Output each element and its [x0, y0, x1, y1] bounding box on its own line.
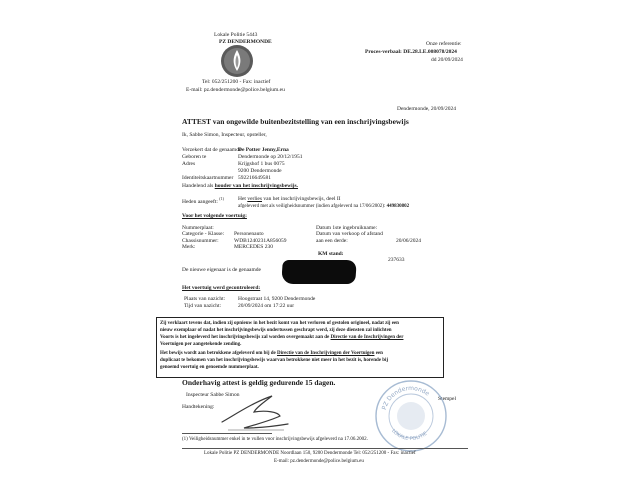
notice-line-4: Voertuigen per aangetekende zending.	[160, 342, 242, 347]
notice-box	[156, 317, 444, 378]
proces-verbaal: Proces-verbaal: DE.28.LE.008078/2024	[365, 49, 457, 55]
footer-email: E-mail: pz.dendermonde@police.belgium.eu	[274, 459, 364, 464]
inspection-place-label: Plaats van nazicht:	[184, 296, 226, 302]
inspection-time-label: Tijd van nazicht:	[184, 303, 222, 309]
zone-name: Lokale Politie 5443	[214, 32, 258, 38]
document-page	[156, 0, 485, 480]
scan-margin-left	[0, 0, 156, 480]
km-label: KM stand:	[318, 251, 344, 257]
category-label: Categorie - Klasse:	[182, 231, 225, 237]
inspection-place-value: Hoogstraat 14, 9200 Dendermonde	[238, 296, 316, 302]
inspection-time-value: 20/09/2024 om 17:22 uur	[238, 303, 295, 309]
footer-address: Lokale Politie PZ DENDERMONDE Noordlaan 150, 9200 Dendermonde Tel: 052/251200 - Fax: inactief	[204, 451, 416, 456]
header-email: E-mail: pz.dendermonde@police.belgium.eu	[186, 87, 285, 93]
notice-line-3: Voorts is het ingeleverd het inschrijvingsbewijs zal worden overgemaakt aan de Directie van de Inschrijvingen der	[160, 335, 404, 340]
validity-line: Onderhavig attest is geldig gedurende 15 dagen.	[182, 378, 336, 387]
inspection-heading: Het voertuig werd gecontroleerd:	[182, 285, 261, 291]
notice-line-6: duplicaat te bekomen van het inschrijvingsbewijs waarvan betrokkene niet meer in het bezit is, horende bij	[160, 358, 389, 363]
declarant-name: De Potter Jenny,Erna	[238, 147, 289, 153]
police-stamp	[373, 378, 449, 454]
police-logo-icon	[220, 44, 254, 78]
footnote: (1) Veiligheidsnummer enkel in te vullen voor inschrijvingsbewijs afgeleverd na 17.06.2002.	[182, 437, 368, 442]
new-owner-label: De nieuwe eigenaar is de genaamde	[182, 267, 261, 273]
stamp-label: Stempel	[438, 396, 457, 402]
birth-label: Geboren te	[182, 154, 207, 160]
plate-label: Nummerplaat:	[182, 225, 214, 231]
chassis-label: Chassisnummer:	[182, 238, 219, 244]
inspector-name: Inspecteur Sabbe Simon	[186, 392, 240, 398]
id-value: 592216649581	[238, 175, 271, 181]
address-city: 9200 Dendermonde	[238, 168, 282, 174]
holder-line: Handelend als houder van het inschrijvingsbewijs.	[182, 183, 299, 189]
sale-date: 20/06/2024	[396, 238, 422, 244]
reason-line-1: Het verlies van het inschrijvingsbewijs, deel II	[238, 196, 341, 202]
intro-line: Ik, Sabbe Simon, Inspecteur, opsteller,	[182, 132, 267, 138]
address-label: Adres	[182, 161, 196, 167]
vehicle-heading: Voor het volgende voertuig:	[182, 213, 247, 219]
birth-value: Dendermonde op 20/12/1951	[238, 154, 303, 160]
footer-rule	[182, 448, 468, 449]
svg-text:LOKALE POLITIE	[390, 428, 428, 442]
address-value: Krijgshof 1 bus 0075	[238, 161, 285, 167]
id-label: Identiteitskaartnummer	[182, 175, 234, 181]
header-phone: Tel: 052/251200 - Fax: inactief	[202, 79, 271, 85]
page-title: ATTEST van ongewilde buitenbezitstelling van een inschrijvingsbewijs	[182, 117, 409, 126]
redaction-block	[281, 260, 357, 284]
brand-label: Merk:	[182, 244, 196, 250]
reference-label: Onze referentie:	[426, 41, 462, 47]
category-value: Personenauto	[234, 231, 264, 237]
signature-drawing	[214, 384, 304, 436]
first-use-label: Datum 1ste ingebruikname:	[316, 225, 378, 231]
third-party-label: aan een derde:	[316, 238, 348, 244]
stamp-text: PZ Dendermonde	[380, 384, 431, 411]
place-date: Dendermonde, 20/09/2024	[397, 106, 456, 112]
footnote-rule	[182, 433, 272, 434]
notice-line-1: Zij verklaart tevens dat, indien zij opnieuw in het bezit komt van het verloren of gestolen origineel, nadat zij een	[160, 321, 399, 326]
reason-label: Heden aangeeft: $^{(1)}$	[182, 196, 224, 205]
signature-label: Handtekening:	[182, 404, 215, 410]
sale-label: Datum van verkoop of afstand	[316, 231, 383, 237]
declarant-label: Verzekert dat de genaamde	[182, 147, 242, 153]
notice-line-7: genoemd voertuig en genoemde nummerplaat.	[160, 365, 259, 370]
notice-line-5: Het bewijs wordt aan betrokkene afgeleverd om bij de Directie van de Inschrijvingen der Voertuigen een	[160, 351, 383, 356]
notice-line-2: nieuw exemplaar of nadat het inschrijvingsbewijs ondertussen geschrapt werd, zij deze diensten zal inlichten	[160, 328, 392, 333]
km-value: 237633	[388, 257, 405, 263]
reference-date: dd 20/09/2024	[431, 57, 463, 63]
chassis-value: WDB1240231A856059	[234, 238, 287, 244]
scan-margin-right	[485, 0, 640, 480]
stamp-text-2: LOKALE POLITIE	[390, 428, 429, 443]
reason-line-2: afgeleverd met als veiligheidsnummer (indien afgeleverd na 17/06/2002): 449830802	[238, 204, 410, 209]
zone-city: PZ DENDERMONDE	[219, 39, 272, 45]
brand-value: MERCEDES 230	[234, 244, 273, 250]
